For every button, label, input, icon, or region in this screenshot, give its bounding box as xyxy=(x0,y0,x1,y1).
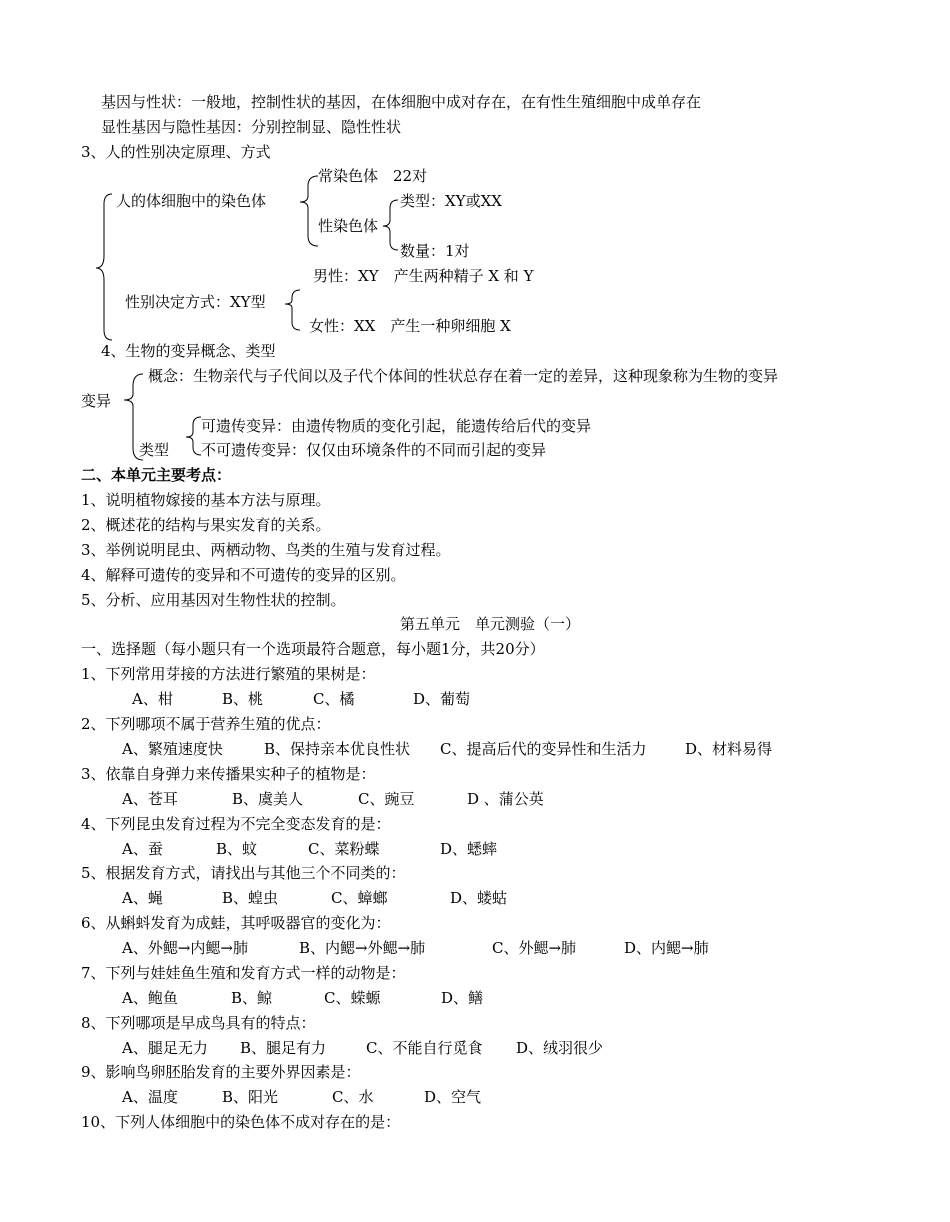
question-text: 1、下列常用芽接的方法进行繁殖的果树是： xyxy=(81,665,376,683)
option-a: A、柑 xyxy=(132,690,173,708)
option-d: D、材料易得 xyxy=(685,740,773,758)
method-label: 性别决定方式：XY型 xyxy=(125,293,266,311)
autosomes-label: 常染色体 22对 xyxy=(318,167,428,185)
option-a: A、蝇 xyxy=(122,889,163,907)
sex-chromosomes-label: 性染色体 xyxy=(318,217,379,235)
sex-chromosome-brace xyxy=(383,200,398,250)
option-c: C、提高后代的变异性和生活力 xyxy=(440,740,647,758)
gene-trait-line: 基因与性状：一般地，控制性状的基因，在体细胞中成对存在，在有性生殖细胞中成单存在 xyxy=(101,93,702,111)
option-c: C、蟑螂 xyxy=(331,889,388,907)
outer-brace xyxy=(96,194,112,340)
question-text: 8、下列哪项是早成鸟具有的特点： xyxy=(81,1014,316,1032)
chromosome-count-label: 数量：1对 xyxy=(400,242,470,260)
option-b: B、阳光 xyxy=(222,1088,279,1106)
dominant-recessive-line: 显性基因与隐性基因：分别控制显、隐性性状 xyxy=(101,118,402,136)
option-b: B、保持亲本优良性状 xyxy=(264,740,411,758)
question-text: 10、下列人体细胞中的染色体不成对存在的是： xyxy=(81,1113,401,1131)
question-text: 4、下列昆虫发育过程为不完全变态发育的是： xyxy=(81,815,391,833)
option-b: B、蚊 xyxy=(216,840,258,858)
option-b: B、虞美人 xyxy=(232,790,304,808)
key-point-item: 4、解释可遗传的变异和不可遗传的变异的区别。 xyxy=(81,566,406,584)
option-a: A、苍耳 xyxy=(122,790,178,808)
option-c: C、水 xyxy=(332,1088,374,1106)
option-d: D、蟋蟀 xyxy=(440,840,498,858)
option-a: A、蚕 xyxy=(122,840,163,858)
sex-determination-heading: 3、人的性别决定原理、方式 xyxy=(81,143,271,161)
male-label: 男性：XY 产生两种精子 X 和 Y xyxy=(313,267,534,285)
option-a: A、温度 xyxy=(122,1088,178,1106)
option-c: C、不能自行觅食 xyxy=(366,1039,483,1057)
option-c: C、豌豆 xyxy=(358,790,415,808)
question-text: 5、根据发育方式，请找出与其他三个不同类的： xyxy=(81,864,406,882)
question-text: 7、下列与娃娃鱼生殖和发育方式一样的动物是： xyxy=(81,964,406,982)
method-brace xyxy=(285,290,300,330)
variation-root-label: 变异 xyxy=(81,392,112,410)
variation-types-label: 类型 xyxy=(139,441,170,459)
option-c: C、菜粉蝶 xyxy=(308,840,380,858)
question-text: 3、依靠自身弹力来传播果实种子的植物是： xyxy=(81,765,376,783)
option-d: D 、蒲公英 xyxy=(467,790,544,808)
option-c: C、外鳃→肺 xyxy=(492,939,577,957)
option-c: C、蝾螈 xyxy=(324,989,381,1007)
option-b: B、鲸 xyxy=(231,989,273,1007)
option-a: A、鲍鱼 xyxy=(122,989,178,1007)
variation-heading: 4、生物的变异概念、类型 xyxy=(101,342,276,360)
chromosome-type-label: 类型：XY或XX xyxy=(400,192,502,210)
variation-concept: 概念：生物亲代与子代间以及子代个体间的性状总存在着一定的差异，这种现象称为生物的变异 xyxy=(148,367,779,385)
chromosome-brace xyxy=(300,176,318,246)
option-b: B、蝗虫 xyxy=(222,889,279,907)
option-c: C、橘 xyxy=(313,690,355,708)
key-point-item: 1、说明植物嫁接的基本方法与原理。 xyxy=(81,491,331,509)
option-d: D、蝼蛄 xyxy=(450,889,508,907)
test-title: 第五单元 单元测验（一） xyxy=(400,615,581,633)
option-b: B、腿足有力 xyxy=(240,1039,327,1057)
option-d: D、内鳃→肺 xyxy=(624,939,709,957)
option-a: A、繁殖速度快 xyxy=(122,740,223,758)
option-d: D、葡萄 xyxy=(413,690,471,708)
question-text: 2、下列哪项不属于营养生殖的优点： xyxy=(81,715,331,733)
option-b: B、内鳃→外鳃→肺 xyxy=(299,939,426,957)
types-brace xyxy=(186,417,201,455)
option-d: D、鳝 xyxy=(441,989,484,1007)
question-text: 6、从蝌蚪发育为成蛙，其呼吸器官的变化为： xyxy=(81,914,391,932)
section-heading: 一、选择题（每小题只有一个选项最符合题意，每小题1分，共20分） xyxy=(81,640,545,658)
non-heritable-variation: 不可遗传变异：仅仅由环境条件的不同而引起的变异 xyxy=(201,441,547,459)
female-label: 女性：XX 产生一种卵细胞 X xyxy=(309,317,511,335)
option-d: D、绒羽很少 xyxy=(516,1039,604,1057)
option-a: A、外鳃→内鳃→肺 xyxy=(122,939,248,957)
heritable-variation: 可遗传变异：由遗传物质的变化引起，能遗传给后代的变异 xyxy=(201,417,592,435)
option-a: A、腿足无力 xyxy=(122,1039,208,1057)
key-point-item: 3、举例说明昆虫、两栖动物、鸟类的生殖与发育过程。 xyxy=(81,541,451,559)
key-point-item: 2、概述花的结构与果实发育的关系。 xyxy=(81,516,331,534)
key-point-item: 5、分析、应用基因对生物性状的控制。 xyxy=(81,591,346,609)
key-points-heading: 二、本单元主要考点： xyxy=(81,466,232,484)
option-b: B、桃 xyxy=(222,690,264,708)
question-text: 9、影响鸟卵胚胎发育的主要外界因素是： xyxy=(81,1063,361,1081)
option-d: D、空气 xyxy=(424,1088,482,1106)
body-chromosomes-label: 人的体细胞中的染色体 xyxy=(116,192,267,210)
